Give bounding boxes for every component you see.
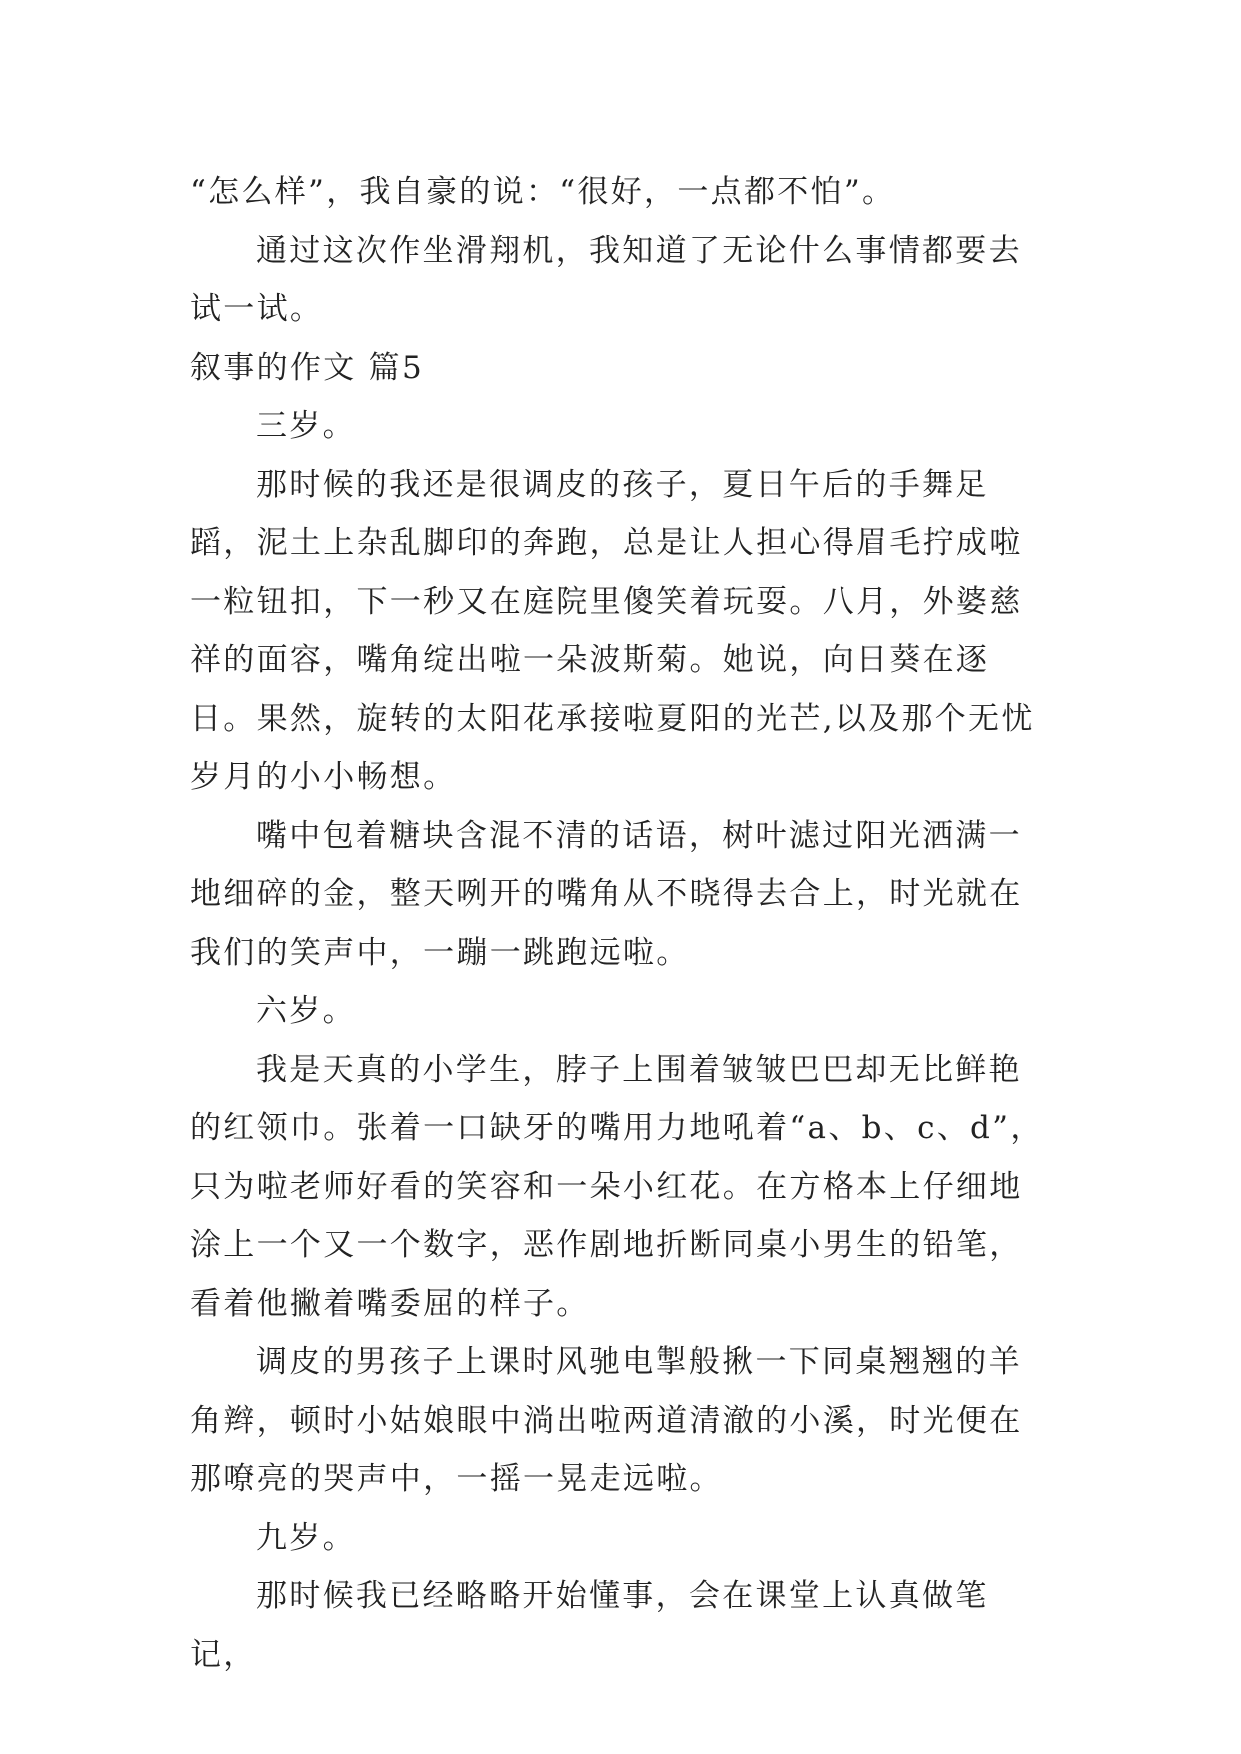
paragraph-age-three: 三岁。 (256, 408, 356, 444)
paragraph-notes: 那时候我已经略略开始懂事，会在课堂上认真做笔记， (190, 1578, 989, 1673)
paragraph-conclusion: 通过这次作坐滑翔机，我知道了无论什么事情都要去试一试。 (190, 232, 1022, 327)
paragraph-answer: “怎么样”，我自豪的说：“很好，一点都不怕”。 (190, 174, 896, 210)
section-heading: 叙事的作文 篇5 (190, 349, 424, 386)
document-body (190, 163, 1050, 1684)
paragraph-pupil: 我是天真的小学生，脖子上围着皱皱巴巴却无比鲜艳的红领巾。张着一口缺牙的嘴用力地吼着“a、b、c、d”，只为啦老师好看的笑容和一朵小红花。在方格本上仔细地涂上一个又一个数字，恶作剧地折断同桌小男生的铅笔，看着他撇着嘴委屈的样子。 (190, 1051, 1044, 1322)
paragraph-childhood: 那时候的我还是很调皮的孩子，夏日午后的手舞足蹈，泥土上杂乱脚印的奔跑，总是让人担心得眉毛拧成啦一粒钮扣，下一秒又在庭院里傻笑着玩耍。八月，外婆慈祥的面容，嘴角绽出啦一朵波斯菊。她说，向日葵在逐日。果然，旋转的太阳花承接啦夏阳的光芒,以及那个无忧岁月的小小畅想。 (190, 466, 1035, 795)
paragraph-age-six: 六岁。 (256, 993, 356, 1029)
paragraph-candy: 嘴中包着糖块含混不清的话语，树叶滤过阳光洒满一地细碎的金，整天咧开的嘴角从不晓得去合上，时光就在我们的笑声中，一蹦一跳跑远啦。 (190, 817, 1023, 971)
paragraph-pigtail: 调皮的男孩子上课时风驰电掣般揪一下同桌翘翘的羊角辫，顿时小姑娘眼中淌出啦两道清澈的小溪，时光便在那嘹亮的哭声中，一摇一晃走远啦。 (190, 1344, 1023, 1497)
paragraph-age-nine: 九岁。 (256, 1519, 356, 1556)
